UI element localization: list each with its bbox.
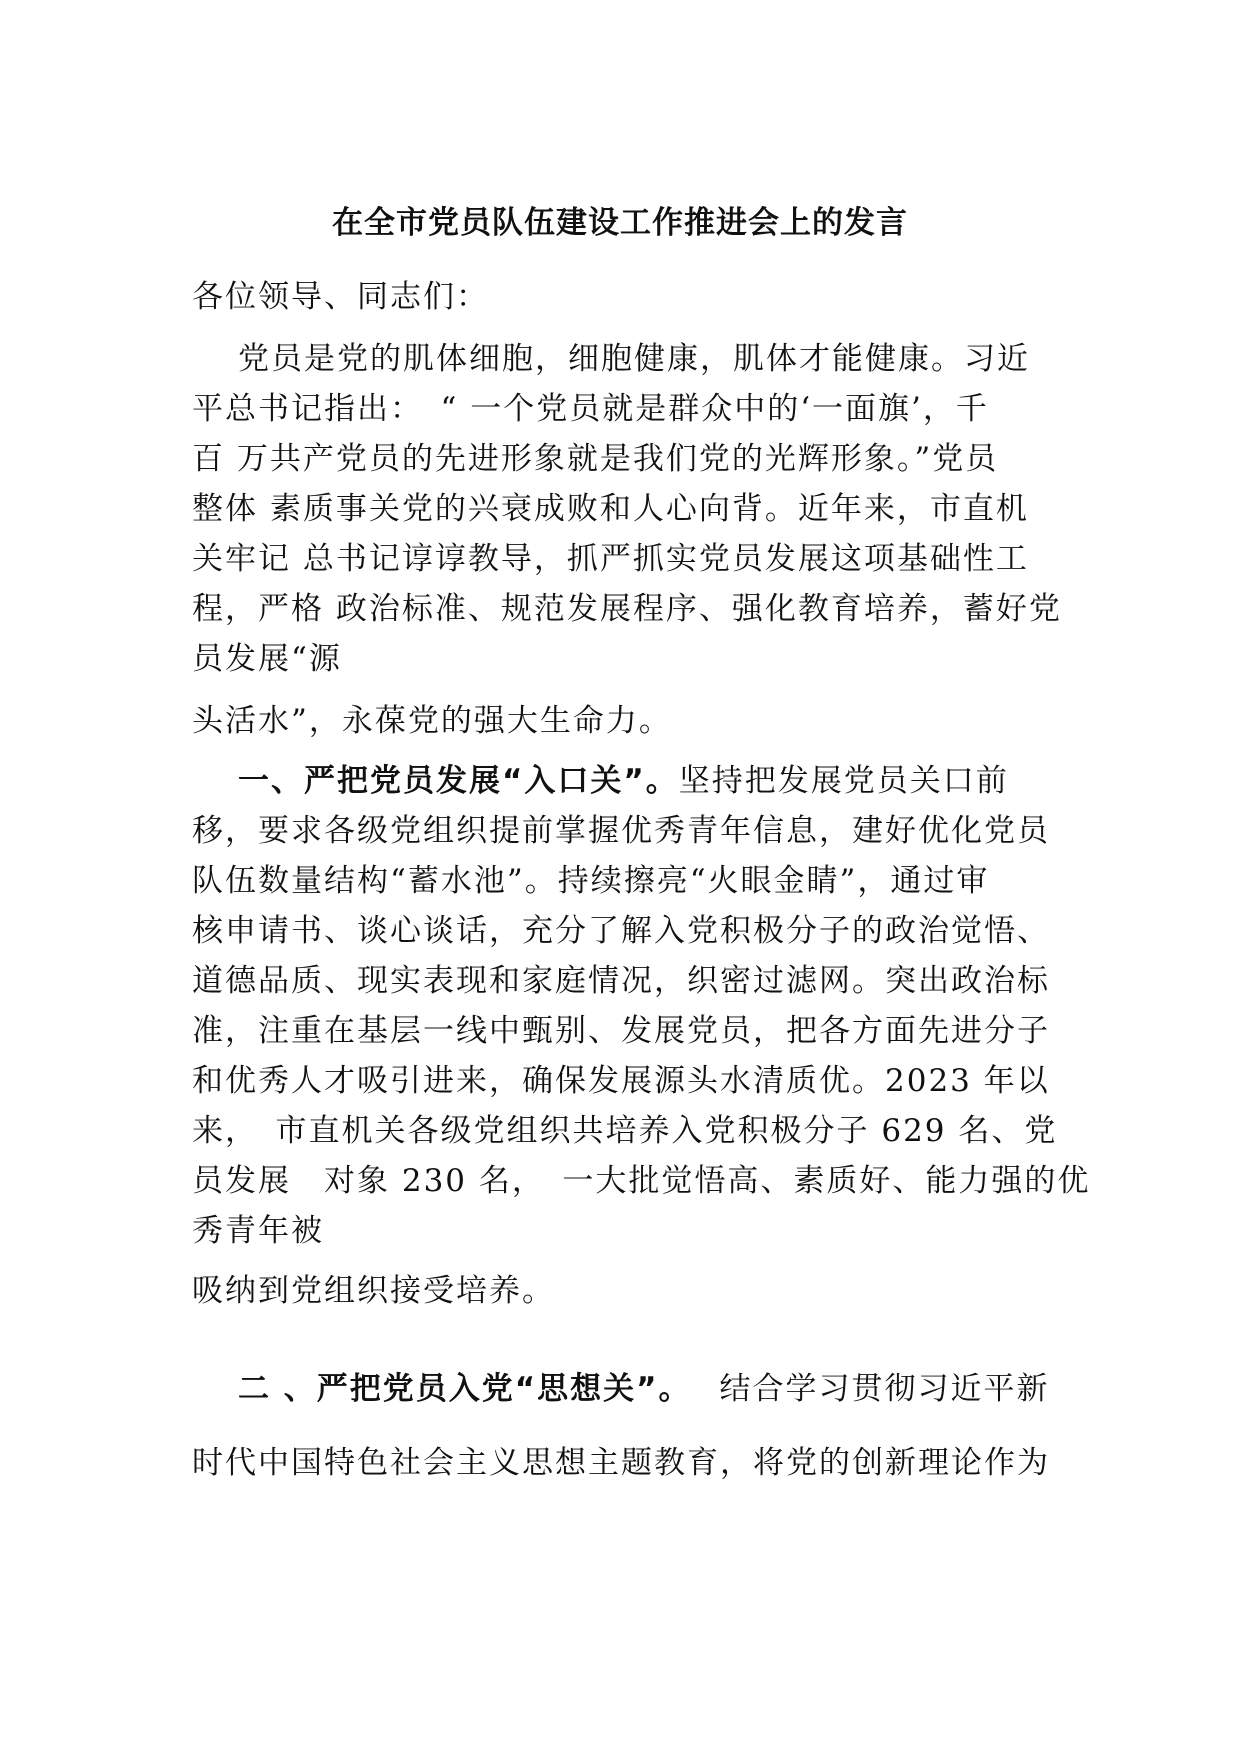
- section1-line: 和优秀人才吸引进来，确保发展源头水清质优。2023 年以: [192, 1063, 1050, 1099]
- section2-first-line: [238, 1364, 1118, 1414]
- intro-line: 关牢记 总书记谆谆教导，抓严抓实党员发展这项基础性工: [192, 541, 1029, 577]
- section1-heading: 一、严把党员发展“入口关”。: [238, 763, 679, 799]
- intro-line: 头活水”，永葆党的强大生命力。: [192, 703, 672, 739]
- intro-line: 党员是党的肌体细胞，细胞健康，肌体才能健康。习近: [238, 341, 1030, 377]
- section1-line: 队伍数量结构“蓄水池”。持续擦亮“火眼金睛”，通过审: [192, 863, 990, 899]
- section1-line: 准，注重在基层一线中甄别、发展党员，把各方面先进分子: [192, 1013, 1050, 1049]
- intro-line: 整体 素质事关党的兴衰成败和人心向背。近年来，市直机: [192, 491, 1029, 527]
- section2-line: 时代中国特色社会主义思想主题教育，将党的创新理论作为: [192, 1445, 1050, 1481]
- section1-line: 来， 市直机关各级党组织共培养入党积极分子 629 名、党: [192, 1113, 1058, 1149]
- section1-line: 秀青年被: [192, 1213, 324, 1249]
- intro-line: 平总书记指出： “ 一个党员就是群众中的‘一面旗’，千: [192, 391, 989, 427]
- document-title: 在全市党员队伍建设工作推进会上的发言: [332, 205, 908, 241]
- intro-line: 百 万共产党员的先进形象就是我们党的光辉形象。”党员: [192, 441, 999, 477]
- section1-line: 移，要求各级党组织提前掌握优秀青年信息，建好优化党员: [192, 813, 1050, 849]
- section2-first-line-text: 结合学习贯彻习近平新: [719, 1371, 1050, 1407]
- intro-line: 程，严格 政治标准、规范发展程序、强化教育培养，蓄好党: [192, 591, 1062, 627]
- salutation: 各位领导、同志们：: [192, 279, 489, 315]
- section1-line: 核申请书、谈心谈话，充分了解入党积极分子的政治觉悟、: [192, 913, 1050, 949]
- section1-first-line: [238, 756, 1118, 806]
- section1-line: 吸纳到党组织接受培养。: [192, 1273, 555, 1309]
- section1-line: 道德品质、现实表现和家庭情况，织密过滤网。突出政治标: [192, 963, 1050, 999]
- section2-heading: 二 、严把党员入党“思想关”。: [238, 1371, 692, 1407]
- section1-line: 员发展 对象 230 名， 一大批觉悟高、素质好、能力强的优: [192, 1163, 1091, 1199]
- section1-first-line-text: 坚持把发展党员关口前: [678, 763, 1009, 799]
- intro-line: 员发展“源: [192, 641, 342, 677]
